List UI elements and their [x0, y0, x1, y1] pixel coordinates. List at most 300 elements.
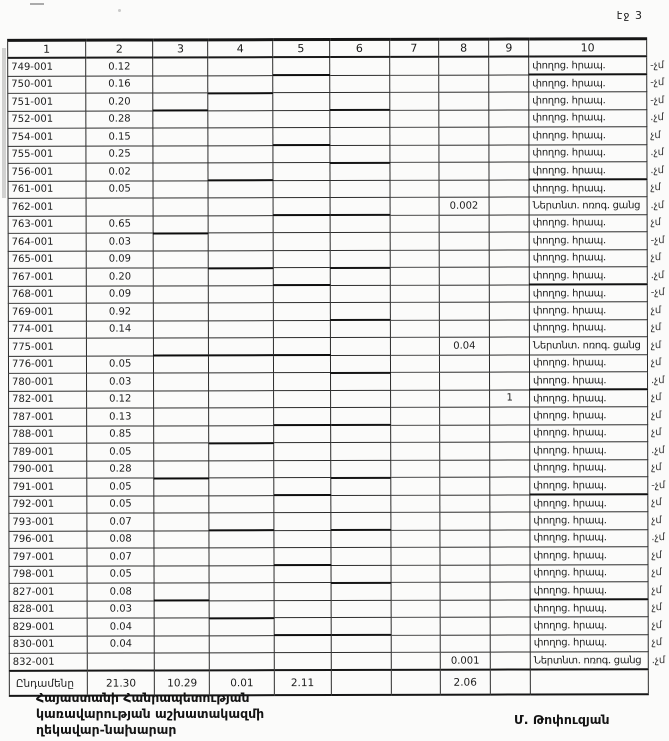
- code-cell: 827-001: [9, 583, 87, 601]
- value-cell: [331, 600, 391, 618]
- code-cell: 762-001: [8, 198, 86, 216]
- value-cell: 1: [490, 389, 530, 407]
- value-cell: 0.16: [86, 75, 154, 93]
- description-cell: փողոց. հրապ.: [530, 564, 648, 582]
- value-cell: [154, 408, 209, 426]
- value-cell: [490, 285, 530, 303]
- margin-mark: -չմ: [650, 59, 665, 71]
- code-cell: 765-001: [8, 251, 86, 269]
- value-cell: [438, 57, 489, 75]
- value-cell: [208, 215, 273, 233]
- table-row: [8, 144, 668, 163]
- value-cell: [489, 145, 529, 163]
- value-cell: [273, 110, 330, 128]
- page-number: էջ 3: [616, 9, 643, 22]
- value-cell: [491, 634, 531, 652]
- value-cell: [490, 320, 530, 338]
- value-cell: [391, 460, 440, 478]
- value-cell: [439, 302, 490, 320]
- margin-mark: չմ: [651, 392, 662, 404]
- value-cell: [330, 425, 390, 443]
- value-cell: [391, 635, 440, 653]
- description-cell: Ներտնտ. ոռոգ. ցանց: [529, 337, 647, 355]
- value-cell: 0.05: [87, 478, 155, 496]
- value-cell: 0.12: [86, 57, 154, 75]
- table-row: [8, 319, 668, 338]
- value-cell: [274, 548, 331, 566]
- value-cell: [330, 530, 390, 548]
- value-cell: [490, 442, 530, 460]
- footer-line: ղեկավար-նախարար: [36, 722, 177, 737]
- value-cell: [390, 57, 439, 75]
- value-cell: [209, 495, 274, 513]
- margin-mark: .չմ: [651, 532, 665, 544]
- value-cell: [209, 635, 274, 653]
- value-cell: [155, 600, 210, 618]
- value-cell: [390, 390, 439, 408]
- code-cell: 752-001: [8, 111, 86, 129]
- margin-mark: .չմ: [650, 374, 665, 386]
- value-cell: [208, 163, 273, 181]
- value-cell: [390, 372, 439, 390]
- value-cell: [330, 372, 390, 390]
- value-cell: [154, 250, 209, 268]
- value-cell: [439, 390, 490, 408]
- code-cell: 830-001: [9, 636, 87, 654]
- margin-mark: չմ: [650, 357, 662, 369]
- description-cell: փողոց. հրապ.: [529, 232, 647, 250]
- value-cell: [273, 425, 330, 443]
- value-cell: [153, 128, 208, 146]
- value-cell: [390, 285, 439, 303]
- table-row: [8, 162, 668, 181]
- value-cell: [330, 232, 390, 250]
- margin-mark: չմ: [651, 584, 662, 596]
- value-cell: [154, 548, 209, 566]
- value-cell: [155, 653, 210, 671]
- value-cell: 0.05: [87, 443, 155, 461]
- value-cell: 0.09: [86, 250, 154, 268]
- value-cell: [330, 302, 390, 320]
- code-cell: 789-001: [9, 443, 87, 461]
- description-cell: փողոց. հրապ.: [530, 599, 648, 617]
- table-row: [9, 459, 669, 478]
- value-cell: [153, 57, 208, 75]
- value-cell: [489, 215, 529, 233]
- value-cell: [209, 355, 274, 373]
- value-cell: [208, 128, 273, 146]
- table-row: [8, 56, 668, 76]
- value-cell: [274, 443, 331, 461]
- value-cell: [330, 320, 390, 338]
- value-cell: 0.92: [86, 303, 154, 321]
- value-cell: [273, 320, 330, 338]
- description-cell: փողոց. հրապ.: [530, 477, 648, 495]
- value-cell: [155, 583, 210, 601]
- code-cell: 788-001: [9, 426, 87, 444]
- value-cell: [274, 460, 331, 478]
- value-cell: [331, 617, 391, 635]
- total-value-cell: 2.11: [274, 670, 331, 695]
- table-row: [9, 529, 669, 548]
- value-cell: [209, 320, 274, 338]
- value-cell: [490, 459, 530, 477]
- value-cell: 0.20: [86, 93, 154, 111]
- total-value-cell: 2.06: [440, 670, 491, 695]
- column-header: 6: [329, 39, 389, 57]
- margin-mark: չմ: [651, 637, 663, 649]
- value-cell: [439, 215, 490, 233]
- value-cell: [208, 110, 273, 128]
- value-cell: [330, 512, 390, 530]
- value-cell: [154, 268, 209, 286]
- code-cell: 829-001: [9, 618, 87, 636]
- value-cell: 0.03: [86, 233, 154, 251]
- value-cell: 0.85: [87, 425, 155, 443]
- value-cell: [330, 442, 390, 460]
- value-cell: [490, 337, 530, 355]
- value-cell: [490, 529, 530, 547]
- margin-mark: -չմ: [651, 479, 666, 491]
- value-cell: [439, 495, 490, 513]
- code-cell: 768-001: [8, 286, 86, 304]
- description-cell: Ներտնտ. ոռոգ. ցանց: [530, 652, 648, 670]
- value-cell: [273, 163, 330, 181]
- value-cell: 0.04: [87, 618, 155, 636]
- value-cell: [273, 57, 330, 75]
- description-cell: փողոց. հրապ.: [530, 634, 648, 652]
- value-cell: [390, 162, 439, 180]
- scan-artifact: [30, 3, 44, 5]
- column-header: 1: [8, 40, 86, 58]
- description-cell: փողոց. հրապ.: [529, 162, 647, 180]
- description-cell: փողոց. հրապ.: [530, 547, 648, 565]
- table-row: [9, 372, 669, 391]
- value-cell: [391, 425, 440, 443]
- value-cell: [209, 600, 274, 618]
- value-cell: 0.13: [86, 408, 154, 426]
- code-cell: 782-001: [9, 391, 87, 409]
- value-cell: [154, 373, 209, 391]
- table-row: [9, 547, 669, 566]
- summary-table: [7, 37, 669, 697]
- value-cell: 0.05: [87, 495, 155, 513]
- margin-mark: .չմ: [650, 199, 665, 211]
- value-cell: [274, 478, 331, 496]
- value-cell: [440, 565, 491, 583]
- value-cell: [329, 75, 389, 93]
- value-cell: [209, 618, 274, 636]
- value-cell: [154, 215, 209, 233]
- table-row: [9, 512, 669, 531]
- value-cell: [438, 75, 489, 93]
- margin-mark: չմ: [650, 217, 661, 229]
- value-cell: [330, 460, 390, 478]
- value-cell: [273, 215, 330, 233]
- code-cell: 832-001: [9, 653, 87, 671]
- value-cell: [390, 110, 439, 128]
- column-header: 7: [390, 39, 439, 57]
- margin-mark: չմ: [651, 462, 662, 474]
- code-cell: 767-001: [8, 268, 86, 286]
- value-cell: [154, 198, 209, 216]
- description-cell: փողոց. հրապ.: [529, 179, 647, 197]
- value-cell: [154, 320, 209, 338]
- value-cell: [153, 145, 208, 163]
- value-cell: [391, 407, 440, 425]
- footer-line: Հայաստանի Հանրապետության: [36, 690, 250, 705]
- value-cell: [489, 110, 529, 128]
- column-header: 8: [438, 39, 489, 57]
- value-cell: [440, 600, 491, 618]
- value-cell: [274, 530, 331, 548]
- value-cell: [154, 303, 209, 321]
- value-cell: [490, 512, 530, 530]
- margin-mark: -չմ: [650, 287, 665, 299]
- table-row: [9, 477, 669, 496]
- description-cell: փողոց. հրապ.: [529, 74, 647, 92]
- value-cell: [154, 425, 209, 443]
- margin-mark: .չմ: [650, 112, 664, 124]
- code-cell: 797-001: [9, 548, 87, 566]
- value-cell: [438, 162, 489, 180]
- table-row: [8, 232, 668, 251]
- description-cell: Ներտնտ. ոռոգ. ցանց: [529, 197, 647, 215]
- value-cell: [439, 547, 490, 565]
- total-value-cell: 0.01: [210, 670, 275, 695]
- column-header: 2: [86, 40, 154, 58]
- margin-mark: չմ: [650, 322, 662, 334]
- value-cell: 0.08: [87, 530, 155, 548]
- value-cell: [439, 267, 490, 285]
- value-cell: [273, 145, 330, 163]
- scan-artifact: [118, 9, 121, 12]
- value-cell: [273, 390, 330, 408]
- code-cell: 787-001: [9, 408, 87, 426]
- code-cell: 828-001: [9, 601, 87, 619]
- value-cell: [391, 477, 440, 495]
- description-cell: փողոց. հրապ.: [529, 92, 647, 110]
- value-cell: [391, 617, 440, 635]
- value-cell: [489, 92, 529, 110]
- value-cell: [153, 93, 208, 111]
- value-cell: 0.09: [86, 285, 154, 303]
- column-header: 3: [153, 40, 208, 58]
- value-cell: [330, 180, 390, 198]
- value-cell: [490, 407, 530, 425]
- description-cell: փողոց. հրապ.: [530, 389, 648, 407]
- description-cell: փողոց. հրապ.: [530, 459, 648, 477]
- margin-mark: .չմ: [651, 654, 666, 666]
- value-cell: [390, 145, 439, 163]
- value-cell: [86, 198, 154, 216]
- value-cell: [490, 250, 530, 268]
- total-value-cell: 21.30: [87, 670, 155, 695]
- table-row: [9, 582, 669, 601]
- signature-name: Մ. Թոփուզյան: [514, 712, 610, 727]
- value-cell: [330, 355, 390, 373]
- value-cell: [390, 320, 439, 338]
- value-cell: [209, 303, 274, 321]
- value-cell: [274, 635, 331, 653]
- value-cell: [273, 128, 330, 146]
- value-cell: [489, 232, 529, 250]
- value-cell: [155, 618, 210, 636]
- table-row: [8, 267, 668, 286]
- value-cell: [490, 302, 530, 320]
- table-row: [8, 249, 668, 268]
- value-cell: [273, 285, 330, 303]
- value-cell: 0.02: [86, 163, 154, 181]
- value-cell: [273, 355, 330, 373]
- value-cell: [391, 582, 440, 600]
- value-cell: [209, 530, 274, 548]
- value-cell: [390, 250, 439, 268]
- column-header: 4: [208, 40, 273, 58]
- value-cell: [330, 197, 390, 215]
- code-cell: 751-001: [8, 93, 86, 111]
- table-row: [8, 179, 668, 198]
- value-cell: [154, 530, 209, 548]
- value-cell: [439, 232, 490, 250]
- value-cell: [331, 582, 391, 600]
- value-cell: [208, 180, 273, 198]
- description-cell: փողոց. հրապ.: [530, 442, 648, 460]
- margin-mark: չմ: [651, 514, 662, 526]
- value-cell: [274, 583, 331, 601]
- description-cell: փողոց. հրապ.: [529, 144, 647, 162]
- margin-mark: -չմ: [650, 77, 665, 89]
- value-cell: [329, 57, 389, 75]
- code-cell: 750-001: [8, 76, 86, 94]
- value-cell: [331, 635, 391, 653]
- value-cell: [391, 512, 440, 530]
- value-cell: [273, 408, 330, 426]
- value-cell: [273, 180, 330, 198]
- value-cell: [273, 233, 330, 251]
- value-cell: [208, 93, 273, 111]
- value-cell: [390, 355, 439, 373]
- value-cell: 0.05: [86, 180, 154, 198]
- value-cell: [439, 512, 490, 530]
- table-row: [8, 214, 668, 233]
- description-cell: փողոց. հրապ.: [530, 407, 648, 425]
- description-cell: փողոց. հրապ.: [530, 617, 648, 635]
- table-row: [9, 634, 669, 653]
- value-cell: [490, 599, 530, 617]
- value-cell: [329, 110, 389, 128]
- value-cell: [209, 390, 274, 408]
- value-cell: [391, 442, 440, 460]
- value-cell: [154, 478, 209, 496]
- value-cell: [155, 635, 210, 653]
- code-cell: 791-001: [9, 478, 87, 496]
- scan-artifact: [2, 48, 6, 198]
- value-cell: [439, 355, 490, 373]
- value-cell: [154, 513, 209, 531]
- total-empty-cell: [530, 669, 648, 694]
- table-row: [8, 92, 668, 111]
- description-cell: փողոց. հրապ.: [529, 284, 647, 302]
- value-cell: [154, 460, 209, 478]
- code-cell: 761-001: [8, 181, 86, 199]
- margin-mark: չմ: [650, 182, 661, 194]
- value-cell: [390, 215, 439, 233]
- value-cell: [490, 494, 530, 512]
- value-cell: [209, 548, 274, 566]
- value-cell: 0.07: [87, 548, 155, 566]
- value-cell: [153, 75, 208, 93]
- value-cell: [273, 373, 330, 391]
- table-row: [8, 74, 668, 93]
- value-cell: [274, 653, 331, 671]
- value-cell: [490, 582, 530, 600]
- value-cell: [330, 267, 390, 285]
- value-cell: [154, 338, 209, 356]
- value-cell: [154, 233, 209, 251]
- code-cell: 774-001: [8, 321, 86, 339]
- value-cell: [330, 337, 390, 355]
- value-cell: [331, 565, 391, 583]
- value-cell: [391, 495, 440, 513]
- description-cell: փողոց. հրապ.: [530, 529, 648, 547]
- margin-mark: չմ: [651, 567, 662, 579]
- margin-mark: չմ: [651, 427, 662, 439]
- value-cell: [490, 355, 530, 373]
- value-cell: [155, 565, 210, 583]
- margin-mark: չմ: [651, 602, 662, 614]
- value-cell: [391, 565, 440, 583]
- table-row: [9, 442, 669, 461]
- value-cell: [208, 57, 273, 75]
- value-cell: [153, 163, 208, 181]
- value-cell: [439, 460, 490, 478]
- description-cell: փողոց. հրապ.: [529, 354, 647, 372]
- value-cell: [490, 617, 530, 635]
- margin-mark: չմ: [651, 497, 662, 509]
- margin-mark: չմ: [651, 619, 663, 631]
- column-header: 10: [529, 39, 647, 57]
- description-cell: փողոց. հրապ.: [529, 109, 647, 127]
- value-cell: [154, 355, 209, 373]
- value-cell: [490, 477, 530, 495]
- code-cell: 798-001: [9, 566, 87, 584]
- description-cell: փողոց. հրապ.: [529, 302, 647, 320]
- value-cell: [439, 285, 490, 303]
- value-cell: [331, 652, 391, 670]
- value-cell: [274, 513, 331, 531]
- value-cell: 0.28: [86, 110, 154, 128]
- table-header-row: [8, 39, 668, 58]
- value-cell: [209, 408, 274, 426]
- value-cell: 0.03: [87, 600, 155, 618]
- value-cell: [330, 285, 390, 303]
- table-row: [8, 354, 668, 373]
- margin-mark: -չմ: [650, 94, 665, 106]
- description-cell: փողոց. հրապ.: [530, 494, 648, 512]
- margin-mark: .չմ: [650, 269, 665, 281]
- value-cell: 0.05: [87, 565, 155, 583]
- value-cell: [390, 92, 439, 110]
- value-cell: [489, 75, 529, 93]
- value-cell: [209, 268, 274, 286]
- value-cell: [209, 443, 274, 461]
- value-cell: [439, 407, 490, 425]
- total-label-cell: Ընդամենը: [9, 671, 87, 696]
- value-cell: [330, 547, 390, 565]
- value-cell: 0.15: [86, 128, 154, 146]
- value-cell: [440, 635, 491, 653]
